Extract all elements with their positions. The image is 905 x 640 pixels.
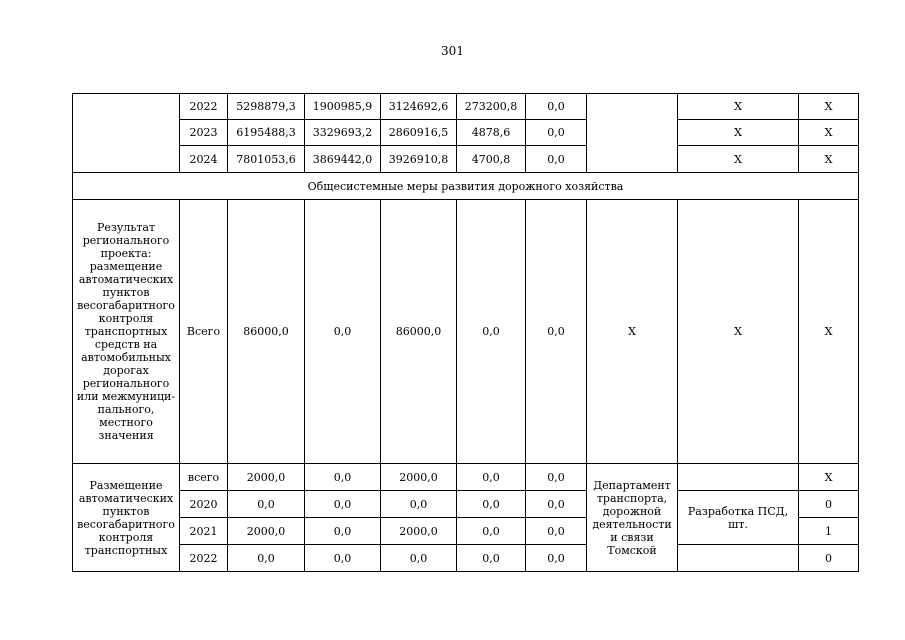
table-row (73, 146, 859, 173)
value-cell: 0,0 (228, 545, 305, 572)
value-cell: 0,0 (305, 464, 381, 491)
budget-table (72, 93, 859, 572)
target-cell: X (799, 464, 859, 491)
value-cell: 86000,0 (381, 200, 457, 464)
value-cell: 3329693,2 (305, 120, 381, 146)
year-cell: 2024 (180, 146, 228, 173)
empty-executor-cell (587, 94, 678, 173)
value-cell: 3124692,6 (381, 94, 457, 120)
table-row (73, 545, 859, 572)
value-cell: 0,0 (305, 518, 381, 545)
target-cell: 1 (799, 518, 859, 545)
value-cell: 0,0 (381, 545, 457, 572)
year-cell: 2021 (180, 518, 228, 545)
executor-cell: X (587, 200, 678, 464)
empty-indicator-cell (678, 464, 799, 491)
table-row (73, 120, 859, 146)
indicator-cell: X (678, 120, 799, 146)
value-cell: 0,0 (526, 518, 587, 545)
section-header: Общесистемные меры развития дорожного хозяйства (73, 173, 859, 200)
measure-label: Размещение автоматических пунктов весогабаритного контроля транспортных (73, 464, 180, 572)
table-row (73, 464, 859, 491)
year-cell: всего (180, 464, 228, 491)
value-cell: 3869442,0 (305, 146, 381, 173)
indicator-cell: X (678, 146, 799, 173)
value-cell: 0,0 (228, 491, 305, 518)
result-label: Результат регионального проекта: размещение автоматических пунктов весогабаритного контроля транспортных средств на автомобильных дорогах регионального или межмуници- пального, местного значения (73, 200, 180, 464)
year-cell: 2020 (180, 491, 228, 518)
indicator-cell: X (678, 94, 799, 120)
value-cell: 0,0 (457, 545, 526, 572)
value-cell: 0,0 (526, 464, 587, 491)
table-row (73, 491, 859, 518)
year-cell: 2023 (180, 120, 228, 146)
value-cell: 0,0 (526, 200, 587, 464)
value-cell: 5298879,3 (228, 94, 305, 120)
result-row (73, 200, 859, 464)
year-cell: 2022 (180, 94, 228, 120)
value-cell: 7801053,6 (228, 146, 305, 173)
value-cell: 0,0 (457, 200, 526, 464)
indicator-cell: Разработка ПСД, шт. (678, 491, 799, 545)
empty-indicator-cell (678, 545, 799, 572)
year-cell: Всего (180, 200, 228, 464)
section-header-row (73, 173, 859, 200)
value-cell: 2860916,5 (381, 120, 457, 146)
target-cell: X (799, 200, 859, 464)
value-cell: 273200,8 (457, 94, 526, 120)
page-number: 301 (441, 44, 464, 58)
value-cell: 0,0 (457, 491, 526, 518)
target-cell: 0 (799, 545, 859, 572)
value-cell: 0,0 (457, 464, 526, 491)
executor-cell: Департамент транспорта, дорожной деятельности и связи Томской (587, 464, 678, 572)
value-cell: 0,0 (526, 94, 587, 120)
value-cell: 4878,6 (457, 120, 526, 146)
target-cell: X (799, 120, 859, 146)
value-cell: 0,0 (457, 518, 526, 545)
value-cell: 0,0 (526, 146, 587, 173)
value-cell: 6195488,3 (228, 120, 305, 146)
value-cell: 0,0 (526, 545, 587, 572)
target-cell: X (799, 94, 859, 120)
target-cell: X (799, 146, 859, 173)
year-cell: 2022 (180, 545, 228, 572)
value-cell: 2000,0 (228, 464, 305, 491)
value-cell: 2000,0 (381, 518, 457, 545)
table-row (73, 94, 859, 120)
value-cell: 0,0 (305, 491, 381, 518)
value-cell: 86000,0 (228, 200, 305, 464)
target-cell: 0 (799, 491, 859, 518)
value-cell: 2000,0 (381, 464, 457, 491)
value-cell: 0,0 (305, 200, 381, 464)
empty-label-cell (73, 94, 180, 173)
value-cell: 0,0 (526, 491, 587, 518)
value-cell: 3926910,8 (381, 146, 457, 173)
value-cell: 1900985,9 (305, 94, 381, 120)
value-cell: 0,0 (526, 120, 587, 146)
value-cell: 0,0 (305, 545, 381, 572)
indicator-cell: X (678, 200, 799, 464)
value-cell: 2000,0 (228, 518, 305, 545)
value-cell: 4700,8 (457, 146, 526, 173)
value-cell: 0,0 (381, 491, 457, 518)
